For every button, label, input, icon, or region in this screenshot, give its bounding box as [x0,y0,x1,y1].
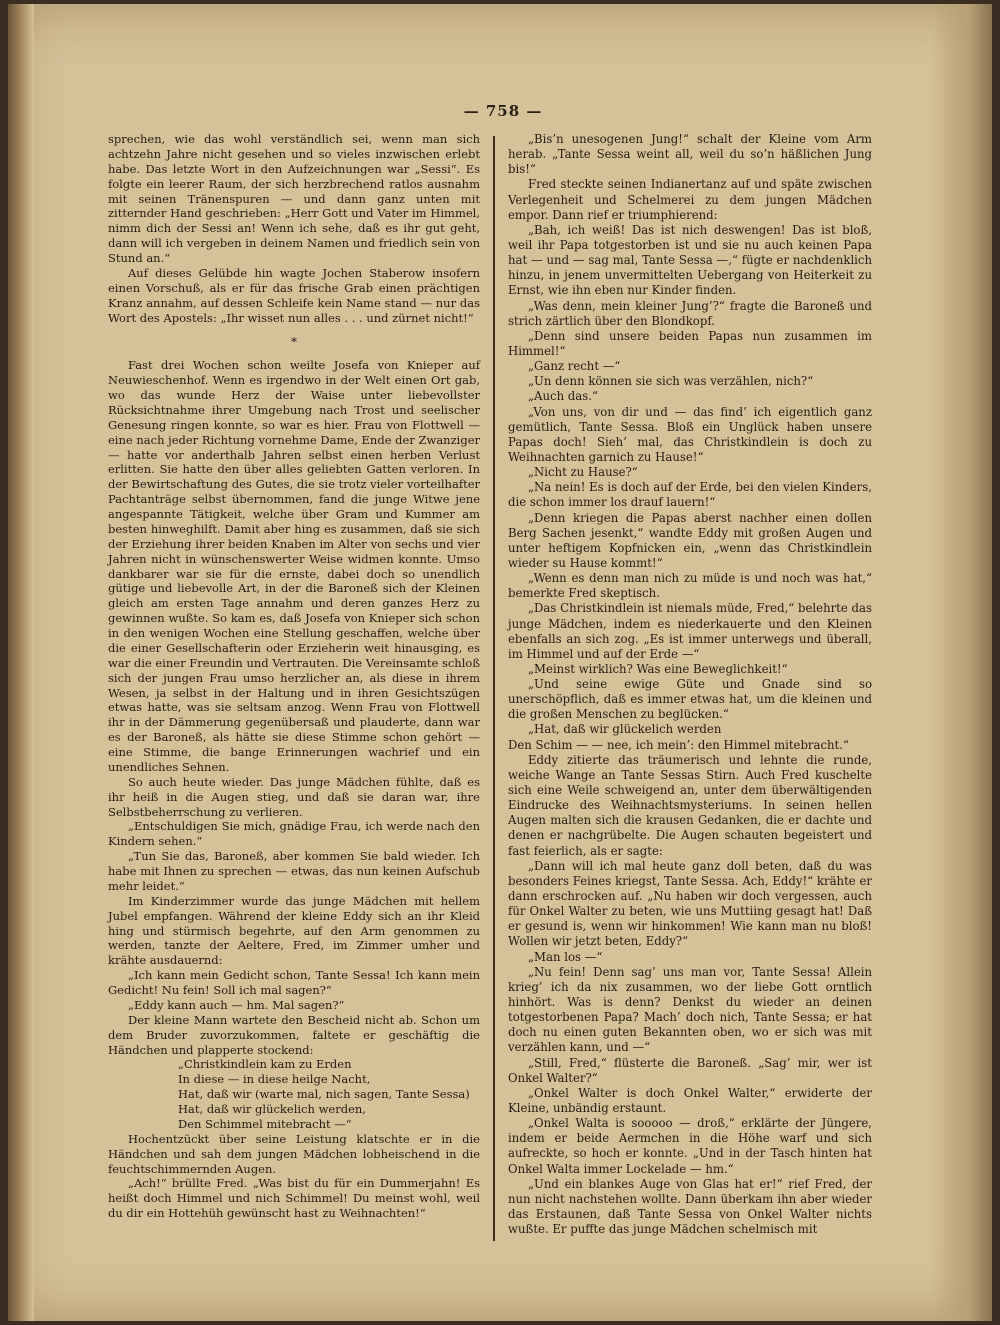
paragraph: Den Schim — — nee, ich mein’: den Himmel mitebracht.“ [508,737,849,752]
paragraph: „Und seine ewige Güte und Gnade sind so unerschöpflich, daß es immer etwas hat, um die kleinen und die großen Menschen zu beglücken.“ [508,677,872,722]
book-page [8,4,992,1321]
paragraph: Auf dieses Gelübde hin wagte Jochen Staberow insofern einen Vorschuß, als er für das frische Grab einen prächtigen Kranz annahm, auf dessen Schleife kein Name stand — nur das Wort des Apostels: „Ihr wisset nun alles . . . und zürnet nicht!“ [108,265,480,325]
paragraph: „Und ein blankes Auge von Glas hat er!“ rief Fred, der nun nicht nachstehen wollte. Dann überkam ihn aber wieder das Erstaunen, daß Tante Sessa von Onkel Walter nichts wußte. Er puffte das junge Mädchen schelmisch mit [508,1176,872,1237]
paragraph: „Wenn es denn man nich zu müde is und noch was hat,“ bemerkte Fred skeptisch. [508,571,872,601]
paragraph: „Denn sind unsere beiden Papas nun zusammen im Himmel!“ [508,328,872,358]
paragraph: „Ach!“ brüllte Fred. „Was bist du für ein Dummerjahn! Es heißt doch Himmel und nich Schimmel! Du meinst wohl, weil du dir ein Hottehüh gewünscht hast zu Weihnachten!“ [108,1176,480,1221]
paragraph: „Nu fein! Denn sag’ uns man vor, Tante Sessa! Allein krieg’ ich da nix zusammen, wo der liebe Gott orntlich hinhört. Was is denn? Denkst du wieder an deinen totgestorbenen Papa? Mach’ doch nich, Tante Sessa; er hat doch nu einen guten Bekannten oben, wo er sich was mit verzählen kann, und —“ [508,964,872,1055]
paragraph: „Was denn, mein kleiner Jung’?“ fragte die Baroneß und strich zärtlich über den Blondkopf. [508,298,872,328]
paragraph: „Hat, daß wir glückelich werden [528,722,722,737]
poem-line: „Christkindlein kam zu Erden [178,1057,352,1072]
paragraph: „Onkel Walta is sooooo — droß,“ erklärte der Jüngere, indem er beide Aermchen in die Höhe warf und sich aufreckte, so hoch er konnte. „Und in der Tasch hinten hat Onkel Walta immer Lockelade — hm.“ [508,1116,872,1176]
paragraph: Im Kinderzimmer wurde das junge Mädchen mit hellem Jubel empfangen. Während der kleine Eddy sich an ihr Kleid hing und stürmisch begehrte, auf den Arm genommen zu werden, tanzte der Aeltere, Fred, im Zimmer umher und krähte ausdauernd: [108,893,480,968]
poem-line: Hat, daß wir (warte mal, nich sagen, Tante Sessa) [178,1087,470,1102]
paragraph: „Dann will ich mal heute ganz doll beten, daß du was besonders Feines kriegst, Tante Sessa. Ach, Eddy!“ krähte er dann erschrocken auf. „Nu haben wir doch vergessen, auch für Onkel Walter zu beten, wie uns Muttiing gesagt hat! Daß er gesund is, wenn wir hinkommen! Wie kann man nu bloß! Wollen wir jetzt beten, Eddy?“ [508,858,872,949]
paragraph: sprechen, wie das wohl verständlich sei, wenn man sich achtzehn Jahre nicht gesehen und so vieles inzwischen erlebt habe. Das letzte Wort in den Aufzeichnungen war „Sessi“. Es folgte ein leerer Raum, der sich herzbrechend ratlos ausnahm mit seinen Tränenspuren — und dann ganz unten mit zitternder Hand geschrieben: „Herr Gott und Vater im Himmel, nimm dich der Sessi an! Wenn ich sehe, daß es ihr gut geht, dann will ich vergeben in deinem Namen und friedlich sein von Stund an.“ [108,132,480,265]
paragraph: „Nicht zu Hause?“ [528,465,638,480]
poem-line: Den Schimmel mitebracht —“ [178,1116,352,1131]
poem-line: In diese — in diese heilge Nacht, [178,1072,371,1087]
paragraph: „Denn kriegen die Papas aberst nachher einen dollen Berg Sachen jesenkt,“ wandte Eddy mit großen Augen und unter heftigem Kopfnicken ein, „wenn das Christkindlein wieder su Hause kommt!“ [508,510,872,570]
paragraph: So auch heute wieder. Das junge Mädchen fühlte, daß es ihr heiß in die Augen stieg, und daß sie daran war, ihre Selbstbeherrschung zu verlieren. [108,774,480,819]
paragraph: „Eddy kann auch — hm. Mal sagen?“ [128,997,345,1012]
page-number: — 758 — [463,102,543,120]
paragraph: „Entschuldigen Sie mich, gnädige Frau, ich werde nach den Kindern sehen.“ [108,819,480,849]
page-edge-shadow [932,4,992,1321]
paragraph: „Meinst wirklich? Was eine Beweglichkeit!“ [528,661,788,676]
paragraph: „Un denn können sie sich was verzählen, nich?“ [528,374,814,389]
poem-line: Hat, daß wir glückelich werden, [178,1102,366,1116]
paragraph: „Still, Fred,“ flüsterte die Baroneß. „Sag’ mir, wer ist Onkel Walter?“ [508,1055,872,1085]
paragraph: „Na nein! Es is doch auf der Erde, bei den vielen Kinders, die schon immer los drauf lauern!“ [508,480,872,510]
paragraph: Fred steckte seinen Indianertanz auf und späte zwischen Verlegenheit und Schelmerei zu dem jungen Mädchen empor. Dann rief er triumphierend: [508,177,872,222]
column-divider [493,136,495,1241]
section-separator: * [291,335,297,350]
paragraph: „Bis’n unesogenen Jung!“ schalt der Kleine vom Arm herab. „Tante Sessa weint all, weil du so’n häßlichen Jung bis!“ [508,132,872,177]
paragraph: „Ganz recht —“ [528,359,621,374]
page-gutter [8,4,34,1321]
right-text-column [508,132,872,1237]
paragraph: „Man los —“ [528,949,603,964]
paragraph: „Bah, ich weiß! Das ist nich deswengen! Das ist bloß, weil ihr Papa totgestorben ist und sie nu auch keinen Papa hat — und — sag mal, Tante Sessa —,“ fügte er nachdenklich hinzu, in jenem unvermittelten Uebergang von Heiterkeit zu Ernst, wie ihn eben nur Kinder finden. [508,222,872,298]
paragraph: Hochentzückt über seine Leistung klatschte er in die Händchen und sah dem jungen Mädchen lobheischend in die feuchtschimmernden Augen. [108,1131,480,1176]
paragraph: „Tun Sie das, Baroneß, aber kommen Sie bald wieder. Ich habe mit Ihnen zu sprechen — etwas, das nun keinen Aufschub mehr leidet.“ [108,849,480,893]
paragraph: Fast drei Wochen schon weilte Josefa von Knieper auf Neuwieschenhof. Wenn es irgendwo in der Welt einen Ort gab, wo das wunde Herz der Waise unter liebevollster Rücksichtnahme ihrer Umgebung nach Trost und seelischer Genesung ringen konnte, so war es hier. Frau von Flottwell — eine nach jeder Richtung vornehme Dame, Ende der Zwanziger — hatte vor anderthalb Jahren selbst einen herben Verlust erlitten. Sie hatte den über alles geliebten Gatten verloren. In der Bewirtschaftung des Gutes, die sie trotz vieler vorteilhafter Pachtanträge selbst übernommen, fand die junge Witwe jene angespannte Tätigkeit, welche über Gram und Kummer am besten hinweghilft. Damit aber hing es zusammen, daß sie sich der Erziehung ihrer beiden Knaben im Alter von sechs und vier Jahren nicht in wünschenswerter Weise widmen konnte. Umso dankbarer war sie für die ernste, dabei doch so unendlich gütige und liebevolle Art, in der die Baroneß sich der Kleinen gleich am ersten Tage annahm und deren ganzes Herz zu gewinnen wußte. So kam es, daß Josefa von Knieper sich schon in den wenigen Wochen eine Stellung geschaffen, welche über die einer Gesellschafterin oder Erzieherin weit hinausging, es war die einer Freundin und Vertrauten. Die Vereinsamte schloß sich der jungen Frau umso herzlicher an, als diese in ihrem Wesen, ja selbst in der Haltung und in ihren Gesichtszügen etwas hatte, was sie seltsam anzog. Wenn Frau von Flottwell ihr in der Dämmerung gegenübersaß und plauderte, dann war es der Baroneß, als hätte sie diese Stimme schon gehört — eine Stimme, die bange Erinnerungen wachrief und ein unendliches Sehnen. [108,358,480,774]
paragraph: „Onkel Walter is doch Onkel Walter,“ erwiderte der Kleine, unbändig erstaunt. [508,1085,872,1115]
left-text-column [108,132,480,1221]
paragraph: „Auch das.“ [528,389,598,404]
paragraph: „Ich kann mein Gedicht schon, Tante Sessa! Ich kann mein Gedicht! Nu fein! Soll ich mal sagen?“ [108,968,480,997]
paragraph: Eddy zitierte das träumerisch und lehnte die runde, weiche Wange an Tante Sessas Stirn. Auch Fred kuschelte sich eine Weile schweigend an, unter dem überwältigenden Eindrucke des Weihnachtsmysteriums. In seinen hellen Augen malten sich die krausen Gedanken, die er dachte und denen er nachgrübelte. Die Augen schauten begeistert und fast feierlich, als er sagte: [508,752,872,858]
paragraph: „Das Christkindlein ist niemals müde, Fred,“ belehrte das junge Mädchen, indem es niederkauerte und den Kleinen ebenfalls an sich zog. „Es ist immer unterwegs und überall, im Himmel und auf der Erde —“ [508,601,872,661]
paragraph: Der kleine Mann wartete den Bescheid nicht ab. Schon um dem Bruder zuvorzukommen, faltete er geschäftig die Händchen und plapperte stockend: [108,1012,480,1057]
paragraph: „Von uns, von dir und — das find’ ich eigentlich ganz gemütlich, Tante Sessa. Bloß ein Unglück haben unsere Papas doch! Sieh’ mal, das Christkindlein is doch zu Weihnachten garnich zu Hause!“ [508,404,872,464]
